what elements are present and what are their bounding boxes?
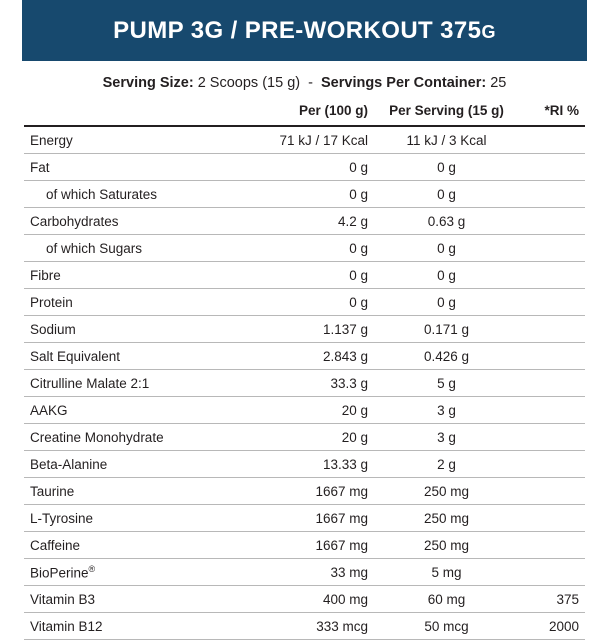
cell-ri-percent [519, 532, 585, 559]
cell-nutrient-name: Protein [24, 289, 224, 316]
cell-per-100g: 2.843 g [224, 343, 374, 370]
cell-per-100g: 33 mg [224, 559, 374, 586]
product-title-bar [22, 0, 587, 61]
table-header [24, 103, 585, 126]
cell-nutrient-name: L-Tyrosine [24, 505, 224, 532]
cell-per-serving: 5 g [374, 370, 519, 397]
servings-per-container-value: 25 [490, 75, 507, 91]
cell-nutrient-name: Citrulline Malate 2:1 [24, 370, 224, 397]
cell-nutrient-name: AAKG [24, 397, 224, 424]
cell-nutrient-name: Carbohydrates [24, 208, 224, 235]
table-row [24, 126, 585, 154]
serving-size-label: Serving Size: [102, 75, 194, 91]
table-row [24, 208, 585, 235]
cell-ri-percent [519, 235, 585, 262]
cell-per-100g: 0 g [224, 235, 374, 262]
table-row [24, 289, 585, 316]
cell-nutrient-name: Beta-Alanine [24, 451, 224, 478]
table-row [24, 343, 585, 370]
cell-per-100g: 20 g [224, 424, 374, 451]
table-row [24, 478, 585, 505]
product-title-unit: G [481, 21, 496, 42]
cell-per-serving: 11 kJ / 3 Kcal [374, 126, 519, 154]
table-row [24, 559, 585, 586]
cell-per-100g: 71 kJ / 17 Kcal [224, 126, 374, 154]
table-row [24, 424, 585, 451]
cell-per-serving: 60 mg [374, 586, 519, 613]
cell-ri-percent [519, 559, 585, 586]
column-header-ri-percent: *RI % [519, 103, 585, 126]
table-row [24, 532, 585, 559]
cell-per-serving: 0 g [374, 181, 519, 208]
cell-ri-percent: 2000 [519, 613, 585, 640]
page-title [113, 17, 496, 45]
cell-ri-percent [519, 289, 585, 316]
serving-info [0, 75, 609, 91]
cell-per-serving: 2 g [374, 451, 519, 478]
table-body [24, 126, 585, 640]
cell-ri-percent [519, 451, 585, 478]
servings-per-container-label: Servings Per Container: [321, 75, 487, 91]
cell-ri-percent [519, 181, 585, 208]
cell-per-100g: 400 mg [224, 586, 374, 613]
cell-ri-percent [519, 262, 585, 289]
cell-per-100g: 0 g [224, 154, 374, 181]
table-row [24, 154, 585, 181]
cell-per-100g: 4.2 g [224, 208, 374, 235]
cell-per-100g: 33.3 g [224, 370, 374, 397]
cell-nutrient-name: Taurine [24, 478, 224, 505]
cell-per-serving: 0.63 g [374, 208, 519, 235]
cell-per-serving: 0.426 g [374, 343, 519, 370]
column-header-per-100g: Per (100 g) [224, 103, 374, 126]
cell-ri-percent: 375 [519, 586, 585, 613]
table-row [24, 316, 585, 343]
table-row [24, 505, 585, 532]
cell-ri-percent [519, 370, 585, 397]
cell-nutrient-name: Vitamin B12 [24, 613, 224, 640]
table-row [24, 235, 585, 262]
cell-nutrient-name: BioPerine® [24, 559, 224, 586]
cell-ri-percent [519, 343, 585, 370]
cell-per-serving: 3 g [374, 424, 519, 451]
cell-per-100g: 13.33 g [224, 451, 374, 478]
cell-per-serving: 250 mg [374, 478, 519, 505]
cell-per-serving: 0 g [374, 289, 519, 316]
cell-per-serving: 5 mg [374, 559, 519, 586]
table-row [24, 370, 585, 397]
cell-per-serving: 250 mg [374, 532, 519, 559]
cell-per-serving: 0.171 g [374, 316, 519, 343]
cell-ri-percent [519, 316, 585, 343]
column-header-per-serving: Per Serving (15 g) [374, 103, 519, 126]
cell-nutrient-name: of which Sugars [24, 235, 224, 262]
cell-nutrient-name: Fibre [24, 262, 224, 289]
cell-per-100g: 333 mcg [224, 613, 374, 640]
cell-ri-percent [519, 424, 585, 451]
cell-nutrient-name: Sodium [24, 316, 224, 343]
cell-per-100g: 0 g [224, 262, 374, 289]
cell-ri-percent [519, 126, 585, 154]
cell-per-serving: 50 mcg [374, 613, 519, 640]
cell-per-100g: 1667 mg [224, 478, 374, 505]
cell-nutrient-name: Salt Equivalent [24, 343, 224, 370]
cell-ri-percent [519, 505, 585, 532]
cell-nutrient-name: of which Saturates [24, 181, 224, 208]
table-row [24, 397, 585, 424]
serving-info-separator: - [308, 75, 313, 91]
serving-size-value: 2 Scoops (15 g) [197, 75, 301, 91]
cell-per-100g: 1667 mg [224, 505, 374, 532]
table-row [24, 613, 585, 640]
table-header-row [24, 103, 585, 126]
cell-ri-percent [519, 208, 585, 235]
cell-per-serving: 0 g [374, 154, 519, 181]
cell-per-100g: 0 g [224, 289, 374, 316]
nutrition-table [24, 103, 585, 640]
cell-per-100g: 0 g [224, 181, 374, 208]
cell-nutrient-name: Energy [24, 126, 224, 154]
cell-per-100g: 20 g [224, 397, 374, 424]
cell-ri-percent [519, 397, 585, 424]
table-row [24, 586, 585, 613]
cell-ri-percent [519, 154, 585, 181]
cell-per-serving: 0 g [374, 262, 519, 289]
cell-nutrient-name: Caffeine [24, 532, 224, 559]
table-row [24, 181, 585, 208]
table-row [24, 262, 585, 289]
cell-nutrient-name: Fat [24, 154, 224, 181]
column-header-nutrient [24, 103, 224, 126]
product-title-main: PUMP 3G / PRE-WORKOUT 375 [113, 16, 482, 44]
registered-trademark-icon: ® [88, 563, 96, 574]
cell-per-serving: 3 g [374, 397, 519, 424]
cell-per-100g: 1.137 g [224, 316, 374, 343]
cell-nutrient-name: Vitamin B3 [24, 586, 224, 613]
cell-per-serving: 250 mg [374, 505, 519, 532]
table-row [24, 451, 585, 478]
cell-per-serving: 0 g [374, 235, 519, 262]
cell-per-100g: 1667 mg [224, 532, 374, 559]
cell-nutrient-name: Creatine Monohydrate [24, 424, 224, 451]
cell-ri-percent [519, 478, 585, 505]
